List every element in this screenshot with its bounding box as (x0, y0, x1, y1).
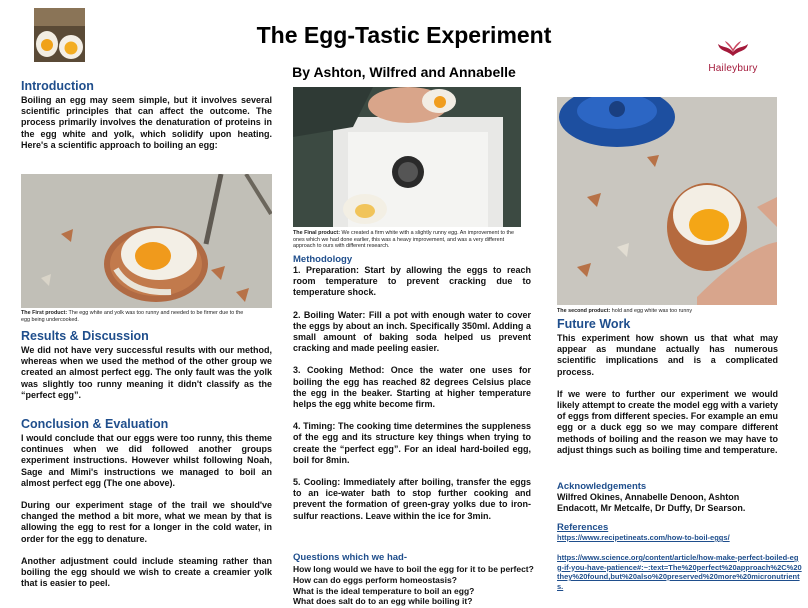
question-item: What is the ideal temperature to boil an egg? (293, 585, 475, 596)
poster-title: The Egg-Tastic Experiment (256, 22, 552, 48)
reference-link[interactable]: https://www.recipetineats.com/how-to-boil-eggs/ (557, 533, 730, 542)
final-product-caption-text: We created a firm white with a slightly runny egg. An improvement to the ones which we had done earlier, this was a heavy improvement, and was a very different approach to ours with different research. (293, 230, 514, 249)
final-product-caption-label: The Final product: (293, 230, 341, 236)
results-text: We did not have very successful results with our method, whereas when we used the method of the other group we created an almost perfect egg. The only fault was the yolk was slightly too runny meaning it didn't classify as the “perfect egg”. (21, 345, 272, 400)
second-product-photo (557, 97, 777, 305)
question-item: How long would we have to boil the egg for it to be perfect? (293, 564, 534, 574)
reference-link[interactable]: https://www.science.org/content/article/how-make-perfect-boiled-egg-if-you-have-patience#:~:text=The%20perfect%20approach%2C%20they%20found,but%20also%20preserved%20more%20micronutrients. (557, 553, 802, 591)
acknowledgements-text: Wilfred Okines, Annabelle Denoon, Ashton Endacott, Mr Metcalfe, Dr Duffy, Dr Searson. (557, 492, 746, 514)
future-work-paragraph: This experiment how shown us that what may appear as mundane actually has numerous scientific implications and is a complicated process. (557, 333, 778, 377)
methodology-step: 2. Boiling Water: Fill a pot with enough water to cover the eggs by about an inch. Specifically 350ml. Adding a small amount of baking soda helped us prevent cracking and made peeling easier. (293, 309, 531, 354)
first-product-photo (21, 174, 272, 308)
second-product-caption-label: The second product: (557, 308, 611, 314)
references-heading: References (557, 522, 609, 533)
methodology-steps (293, 265, 531, 522)
logo-wordmark: Haileybury (708, 63, 758, 74)
final-product-photo (293, 87, 521, 227)
future-work-heading: Future Work (557, 317, 631, 331)
results-heading: Results & Discussion (21, 329, 149, 343)
poster-authors: By Ashton, Wilfred and Annabelle (292, 64, 516, 80)
second-product-caption (557, 308, 777, 315)
first-product-caption-label: The First product: (21, 310, 68, 316)
question-item: How can do eggs perform homeostasis? (293, 574, 457, 585)
methodology-step: 3. Cooking Method: Once the water one uses for boiling the egg has reached 82 degrees Celsius place the egg in the beaker. Starting at higher temperature helps the egg white become firm. (293, 365, 531, 410)
conclusion-paragraph: I would conclude that our eggs were too runny, this theme continues when we did followed another groups experiment instructions. However whilst following Noah, Sage and Mimi's instructions we managed to boil an almost perfect egg (The one above). (21, 433, 272, 488)
first-product-caption-text: The egg white and yolk was too runny and needed to be firmer due to the egg being undercooked. (21, 310, 244, 323)
methodology-step: 4. Timing: The cooking time determines the suppleness of the egg and its structure key things when trying to create the “perfect egg”. For an ideal hard-boiled egg, boil for 8min. (293, 421, 531, 465)
conclusion-paragraph: Another adjustment could include steaming rather than boiling the egg should we wish to create a creamier yolk that is easier to peel. (21, 555, 272, 589)
question-item: What does salt do to an egg while boiling it? (293, 596, 473, 607)
future-work-paragraph: If we were to further our experiment we would likely attempt to create the model egg with a variety of eggs from different species. For example an emu egg or a duck egg so we may compare different methods of boiling and the reason we may have to adjust things such as boiling time and temperature. (557, 388, 778, 455)
first-product-caption (21, 310, 251, 323)
introduction-text: Boiling an egg may seem simple, but it involves several scientific principles that can affect the outcome. The process primarily involves the denaturation of proteins in the egg white and yolk, which solidify upon heating. Here's a scientific approach to boiling an egg: (21, 95, 272, 150)
methodology-step: 1. Preparation: Start by allowing the eggs to reach room temperature to prevent cracking due to temperature shock. (293, 265, 531, 298)
future-work-body (557, 333, 778, 456)
crest-icon (717, 40, 749, 58)
conclusion-body (21, 433, 272, 589)
introduction-heading: Introduction (21, 79, 94, 93)
final-product-caption (293, 230, 521, 250)
second-product-caption-text: hold and egg white was too runny (610, 308, 693, 314)
questions-list (293, 564, 553, 607)
conclusion-paragraph: During our experiment stage of the trail we should've changed the method a bit more, what we mean by that is allowing the egg to rest for a longer in the cold water, in order for the egg to denature. (21, 500, 272, 544)
methodology-step: 5. Cooling: Immediately after boiling, transfer the eggs to an ice-water bath to stop further cooking and prevent the formation of green-gray yolks due to iron-sulfur reactions. Leave within the ice for 3min. (293, 477, 531, 521)
questions-heading: Questions which we had- (293, 552, 408, 563)
acknowledgements-heading: Acknowledgements (557, 481, 647, 492)
school-logo (705, 40, 761, 74)
methodology-heading: Methodology (293, 254, 353, 265)
conclusion-heading: Conclusion & Evaluation (21, 417, 169, 431)
